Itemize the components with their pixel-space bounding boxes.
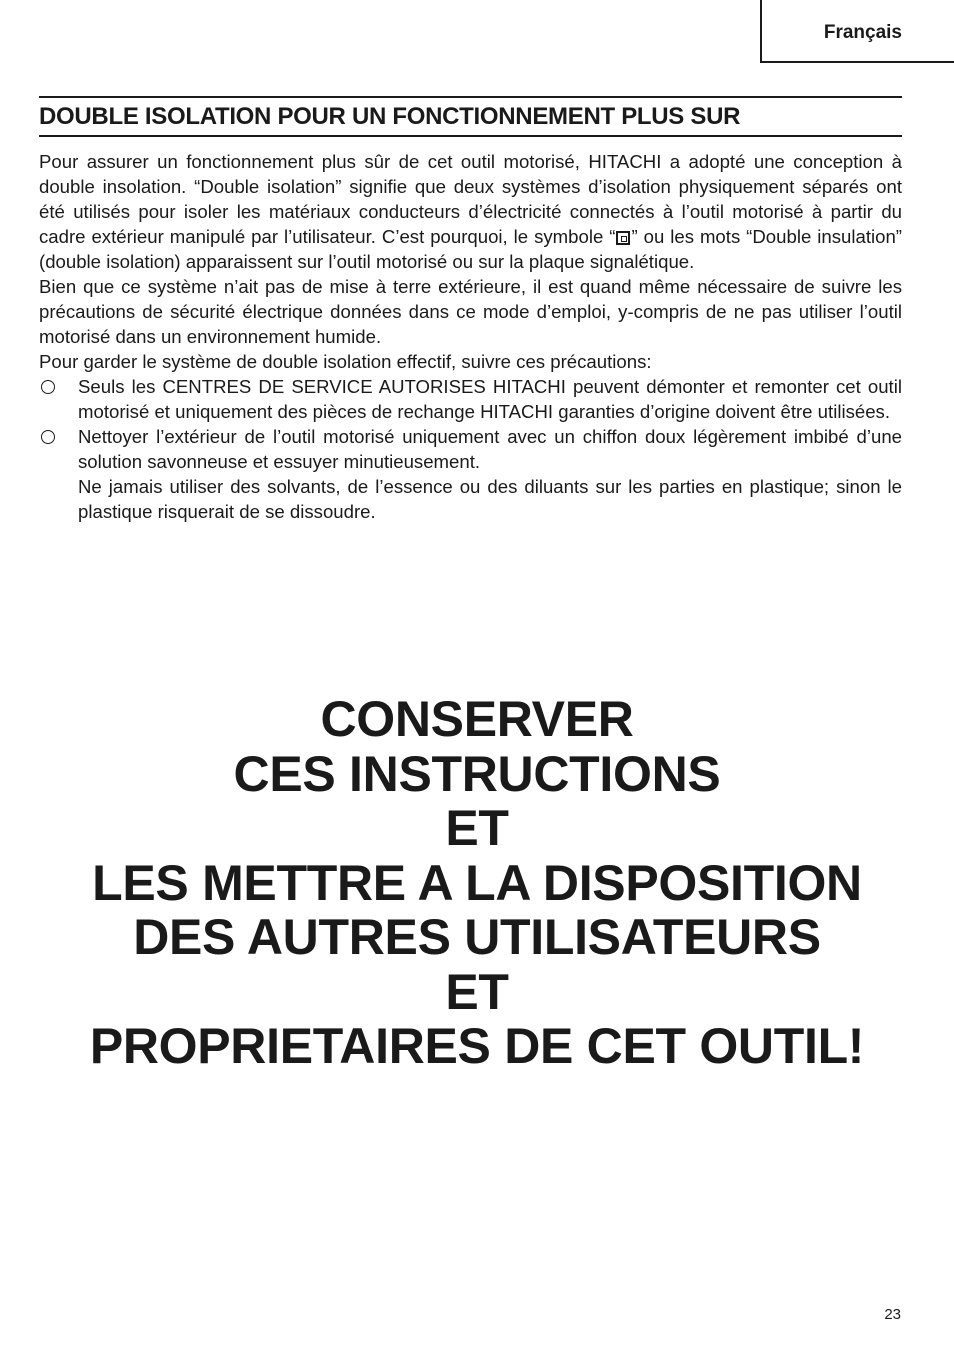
closing-line: CONSERVER — [320, 691, 634, 747]
paragraph-precautions-intro: Pour garder le système de double isolation effectif, suivre ces précautions: — [39, 351, 652, 372]
closing-line: DES AUTRES UTILISATEURS — [133, 909, 821, 965]
closing-notice — [0, 692, 954, 1074]
intro-text-after-symbol: ” ou les mots “Double insulation” (double isolation) apparaissent sur l’outil motorisé ou sur la plaque signalétique. — [39, 226, 902, 272]
list-item-text: Seuls les CENTRES DE SERVICE AUTORISES HITACHI peuvent démonter et remonter cet outil motorisé et uniquement des pièces de rechange HITACHI garanties d’origine doivent être utilisées. — [78, 376, 902, 422]
circle-bullet-icon — [41, 380, 55, 394]
list-item-text: Nettoyer l’extérieur de l’outil motorisé uniquement avec un chiffon doux légèrement imbibé d’une solution savonneuse et essuyer minutieusement. — [78, 426, 902, 472]
intro-text-before-symbol: Pour assurer un fonctionnement plus sûr de cet outil motorisé, HITACHI a adopté une conception à double insolation. “Double isolation” signifie que deux systèmes d’isolation physiquement séparés ont été utilisés pour isoler les matériaux conducteurs d’électricité connectés à l’outil motorisé à partir du cadre extérieur manipulé par l’utilisateur. C’est pourquoi, le symbole “ — [39, 151, 902, 247]
language-label: Français — [823, 22, 902, 43]
list-item-extra-text: Ne jamais utiliser des solvants, de l’essence ou des diluants sur les parties en plastique; sinon le plastique risquerait de se dissoudre. — [78, 476, 902, 522]
double-insulation-section — [39, 96, 902, 524]
page-number: 23 — [884, 1306, 901, 1323]
circle-bullet-icon — [41, 430, 55, 444]
closing-line: LES METTRE A LA DISPOSITION — [92, 854, 862, 911]
closing-line: CES INSTRUCTIONS — [233, 745, 721, 802]
closing-line: PROPRIETAIRES DE CET OUTIL! — [89, 1018, 865, 1074]
double-insulation-icon — [616, 231, 630, 245]
language-tab — [760, 0, 954, 63]
paragraph-grounding: Bien que ce système n’ait pas de mise à terre extérieure, il est quand même nécessaire de suivre les précautions de sécurité électrique données dans ce mode d’emploi, y-compris de ne pas utiliser l’outil motorisé dans un environnement humide. — [39, 276, 902, 347]
list-item — [39, 424, 902, 524]
closing-line: ET — [445, 963, 509, 1020]
list-item — [39, 374, 902, 424]
closing-line: ET — [445, 800, 509, 856]
section-title: DOUBLE ISOLATION POUR UN FONCTIONNEMENT PLUS SUR — [39, 96, 902, 137]
intro-paragraph — [39, 149, 902, 274]
